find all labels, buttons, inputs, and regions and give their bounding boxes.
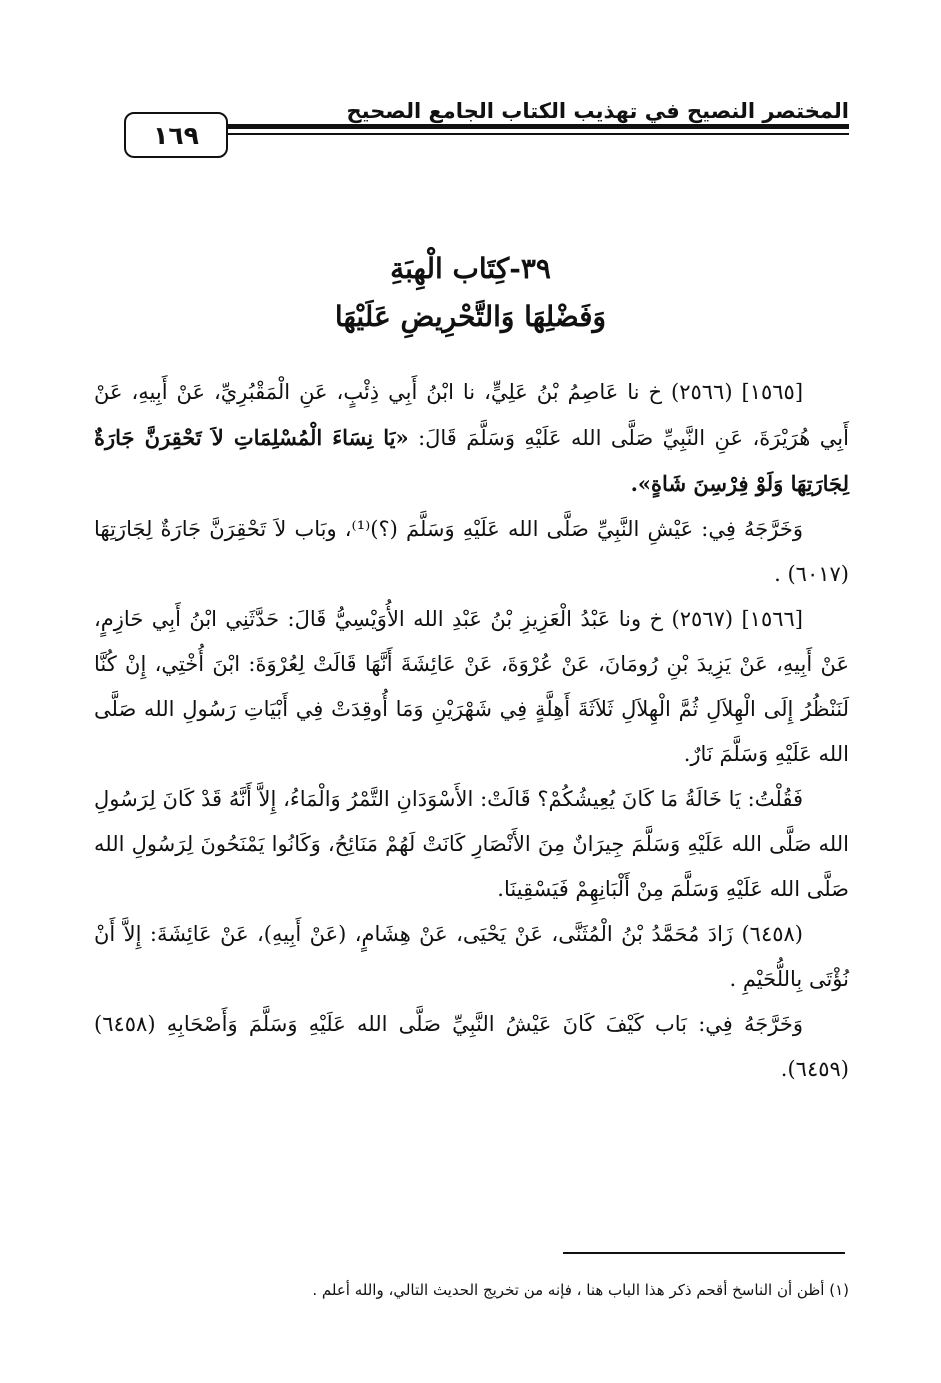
hadith-1565-matn: «يَا نِسَاءَ الْمُسْلِمَاتِ لاَ تَحْقِرَنَّ جَارَةٌ لِجَارَتِهَا وَلَوْ فِرْسِنَ شَاةٍ». [94, 425, 849, 496]
hadith-6458-addition: (٦٤٥٨) زَادَ مُحَمَّدُ بْنُ الْمُثَنَّى، عَنْ يَحْيَى، عَنْ هِشَامٍ، (عَنْ أَبِيهِ)، عَنْ عَائِشَةَ: إِلاَّ أَنْ نُؤْتَى بِاللُّحَيْمِ . [94, 922, 849, 991]
hadith-1565 [94, 370, 849, 507]
hadith-1566-continuation: فَقُلْتُ: يَا خَالَةُ مَا كَانَ يُعِيشُكُمْ؟ قَالَتْ: الأَسْوَدَانِ التَّمْرُ وَالْمَاءُ، إِلاَّ أَنَّهُ قَدْ كَانَ لِرَسُولِ الله صَلَّى الله عَلَيْهِ وَسَلَّمَ جِيرَانٌ مِنَ الأَنْصَارِ كَانَتْ لَهُمْ مَنَائِحُ، وَكَانُوا يَمْنَحُونَ لِرَسُولِ الله صَلَّى الله عَلَيْهِ وَسَلَّمَ مِنْ أَلْبَانِهِمْ فَيَسْقِينَا. [94, 787, 849, 901]
footnote: (١) أظن أن الناسخ أقحم ذكر هذا الباب هنا ، فإنه من تخريج الحديث التالي، والله أعلم . [312, 1281, 849, 1299]
hadith-1565-isnad: [١٥٦٥] (٢٥٦٦) خ نا عَاصِمُ بْنُ عَلِيٍّ، نا ابْنُ أَبِي ذِئْبٍ، عَنِ الْمَقْبُرِيِّ، عَنْ أَبِيهِ، عَنْ أَبِي هُرَيْرَةَ، عَنِ النَّبِيِّ صَلَّى الله عَلَيْهِ وَسَلَّمَ قَالَ: [94, 380, 849, 450]
page-body [94, 370, 849, 1092]
takhrij-1565: وَخَرَّجَهُ فِي: عَيْشِ النَّبِيِّ صَلَّى الله عَلَيْهِ وَسَلَّمَ (؟)⁽¹⁾، وبَاب لاَ تَحْقِرَنَّ جَارَةٌ لِجَارَتِهَا (٦٠١٧) . [94, 517, 849, 586]
footnote-separator [563, 1252, 845, 1254]
running-header-title: المختصر النصيح في تهذيب الكتاب الجامع الصحيح [346, 99, 849, 123]
page-number-box [124, 112, 228, 158]
chapter-title: ٣٩-كِتَاب الْهِبَةِ [390, 252, 551, 285]
hadith-1566: [١٥٦٦] (٢٥٦٧) خ ونا عَبْدُ الْعَزِيزِ بْنُ عَبْدِ الله الأُوَيْسِيُّ قَالَ: حَدَّثَنِي ابْنُ أَبِي حَازِمٍ، عَنْ أَبِيهِ، عَنْ يَزِيدَ بْنِ رُومَانَ، عَنْ عُرْوَةَ، عَنْ عَائِشَةَ أَنَّهَا قَالَتْ لِعُرْوَةَ: ابْنَ أُخْتِي، إِنْ كُنَّا لَنَنْظُرُ إِلَى الْهِلاَلِ ثُمَّ الْهِلاَلِ ثَلاَثَةَ أَهِلَّةٍ فِي شَهْرَيْنِ وَمَا أُوقِدَتْ فِي أَبْيَاتِ رَسُولِ الله صَلَّى الله عَلَيْهِ وَسَلَّمَ نَارٌ. [94, 607, 849, 766]
header-rule-thick [228, 124, 849, 129]
header-rule-thin [228, 133, 849, 135]
takhrij-1566: وَخَرَّجَهُ فِي: بَاب كَيْفَ كَانَ عَيْشُ النَّبِيِّ صَلَّى الله عَلَيْهِ وَسَلَّمَ وَأَصْحَابِهِ (٦٤٥٨)(٦٤٥٩). [94, 1012, 849, 1081]
chapter-subtitle: وَفَضْلِهَا وَالتَّحْرِيضِ عَلَيْهَا [334, 300, 607, 333]
page-number: ١٦٩ [153, 120, 199, 150]
